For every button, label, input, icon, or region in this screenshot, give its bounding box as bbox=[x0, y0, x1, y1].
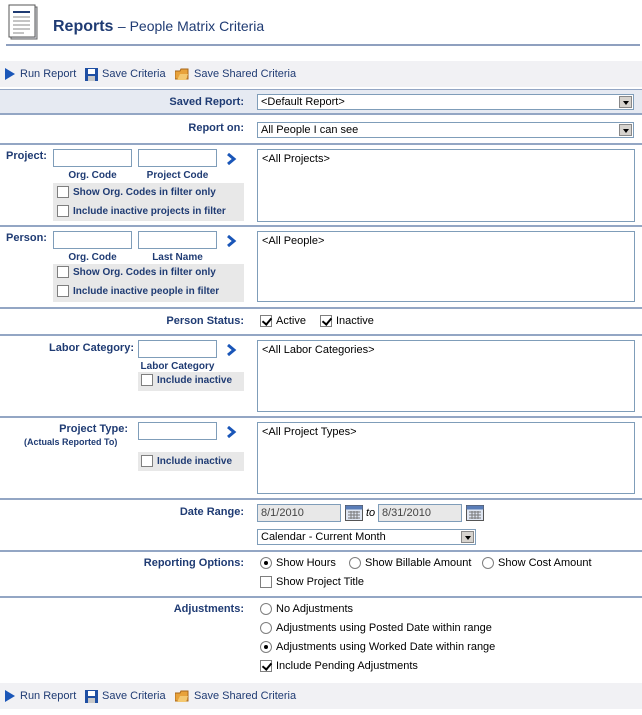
labor-category-listbox[interactable] bbox=[257, 340, 635, 412]
report-document-icon bbox=[8, 4, 42, 42]
page-title: Reports – People Matrix Criteria bbox=[53, 18, 265, 35]
save-criteria-button[interactable]: Save Criteria bbox=[85, 688, 166, 704]
show-cost-amount-radio[interactable]: Show Cost Amount bbox=[482, 557, 592, 569]
date-from-input[interactable]: 8/1/2010 bbox=[257, 504, 341, 522]
shared-folder-icon bbox=[175, 68, 190, 81]
saved-report-select[interactable]: <Default Report> bbox=[257, 94, 634, 110]
calendar-icon[interactable] bbox=[466, 505, 484, 521]
list-item[interactable]: <All Projects> bbox=[262, 153, 330, 165]
project-type-add-arrow-icon[interactable] bbox=[225, 426, 237, 438]
project-type-listbox[interactable] bbox=[257, 422, 635, 494]
dropdown-arrow-icon bbox=[461, 531, 474, 543]
date-range-label: Date Range: bbox=[179, 506, 244, 518]
person-label: Person: bbox=[6, 232, 47, 244]
person-status-row bbox=[0, 308, 642, 335]
include-pending-adjustments-checkbox[interactable]: Include Pending Adjustments bbox=[260, 660, 418, 672]
date-to-input[interactable]: 8/31/2010 bbox=[378, 504, 462, 522]
shared-folder-icon bbox=[175, 690, 190, 703]
project-add-arrow-icon[interactable] bbox=[225, 153, 237, 165]
saved-report-label: Saved Report: bbox=[169, 96, 244, 108]
project-type-include-inactive-checkbox[interactable]: Include inactive bbox=[141, 455, 232, 467]
page-header bbox=[0, 0, 642, 50]
labor-category-add-arrow-icon[interactable] bbox=[225, 344, 237, 356]
project-label: Project: bbox=[6, 150, 47, 162]
project-type-row bbox=[0, 417, 642, 499]
inactive-checkbox[interactable]: Inactive bbox=[320, 315, 374, 327]
floppy-disk-icon bbox=[85, 68, 98, 81]
list-item[interactable]: <All Labor Categories> bbox=[262, 344, 375, 356]
list-item[interactable]: <All People> bbox=[262, 235, 325, 247]
person-org-code-caption: Org. Code bbox=[68, 252, 117, 263]
show-hours-radio[interactable]: Show Hours bbox=[260, 557, 336, 569]
worked-date-adjustments-radio[interactable]: Adjustments using Worked Date within range bbox=[260, 641, 495, 653]
report-on-row bbox=[0, 114, 642, 144]
bottom-toolbar bbox=[0, 683, 642, 709]
saved-report-row bbox=[0, 89, 642, 114]
dropdown-arrow-icon bbox=[619, 96, 632, 108]
reporting-options-label: Reporting Options: bbox=[143, 557, 244, 569]
project-show-org-codes-checkbox[interactable]: Show Org. Codes in filter only bbox=[57, 186, 216, 198]
top-toolbar bbox=[0, 61, 642, 87]
date-range-row bbox=[0, 499, 642, 551]
save-shared-criteria-button[interactable]: Save Shared Criteria bbox=[175, 688, 296, 704]
show-project-title-checkbox[interactable]: Show Project Title bbox=[260, 576, 364, 588]
project-listbox[interactable] bbox=[257, 149, 635, 222]
project-code-input[interactable] bbox=[138, 149, 217, 167]
run-report-button[interactable]: Run Report bbox=[4, 66, 76, 82]
labor-category-label: Labor Category: bbox=[49, 342, 134, 354]
calendar-icon[interactable] bbox=[345, 505, 363, 521]
adjustments-row bbox=[0, 597, 642, 679]
labor-category-include-inactive-checkbox[interactable]: Include inactive bbox=[141, 374, 232, 386]
project-type-label: Project Type: bbox=[59, 423, 128, 435]
list-item[interactable]: <All Project Types> bbox=[262, 426, 357, 438]
labor-category-input[interactable] bbox=[138, 340, 217, 358]
dropdown-arrow-icon bbox=[619, 124, 632, 136]
person-status-label: Person Status: bbox=[166, 315, 244, 327]
posted-date-adjustments-radio[interactable]: Adjustments using Posted Date within range bbox=[260, 622, 492, 634]
person-include-inactive-checkbox[interactable]: Include inactive people in filter bbox=[57, 285, 219, 297]
date-range-preset-select[interactable]: Calendar - Current Month bbox=[257, 529, 476, 545]
floppy-disk-icon bbox=[85, 690, 98, 703]
project-row bbox=[0, 144, 642, 226]
project-include-inactive-checkbox[interactable]: Include inactive projects in filter bbox=[57, 205, 226, 217]
save-criteria-button[interactable]: Save Criteria bbox=[85, 66, 166, 82]
project-org-code-caption: Org. Code bbox=[68, 170, 117, 181]
person-last-name-input[interactable] bbox=[138, 231, 217, 249]
project-code-caption: Project Code bbox=[146, 170, 209, 181]
project-org-code-input[interactable] bbox=[53, 149, 132, 167]
active-checkbox[interactable]: Active bbox=[260, 315, 306, 327]
no-adjustments-radio[interactable]: No Adjustments bbox=[260, 603, 353, 615]
show-billable-amount-radio[interactable]: Show Billable Amount bbox=[349, 557, 471, 569]
person-listbox[interactable] bbox=[257, 231, 635, 302]
person-last-name-caption: Last Name bbox=[152, 252, 203, 263]
labor-category-caption: Labor Category bbox=[140, 361, 215, 372]
report-on-select[interactable]: All People I can see bbox=[257, 122, 634, 138]
person-org-code-input[interactable] bbox=[53, 231, 132, 249]
labor-category-row bbox=[0, 335, 642, 417]
project-type-input[interactable] bbox=[138, 422, 217, 440]
run-report-button[interactable]: Run Report bbox=[4, 688, 76, 704]
adjustments-label: Adjustments: bbox=[173, 603, 244, 615]
run-icon bbox=[4, 68, 16, 80]
run-icon bbox=[4, 690, 16, 702]
project-type-sub-label: (Actuals Reported To) bbox=[24, 437, 118, 447]
person-add-arrow-icon[interactable] bbox=[225, 235, 237, 247]
person-show-org-codes-checkbox[interactable]: Show Org. Codes in filter only bbox=[57, 266, 216, 278]
reporting-options-row bbox=[0, 551, 642, 597]
person-row bbox=[0, 226, 642, 308]
report-on-label: Report on: bbox=[188, 122, 244, 134]
save-shared-criteria-button[interactable]: Save Shared Criteria bbox=[175, 66, 296, 82]
date-to-label: to bbox=[366, 507, 376, 519]
header-rule bbox=[6, 44, 640, 46]
